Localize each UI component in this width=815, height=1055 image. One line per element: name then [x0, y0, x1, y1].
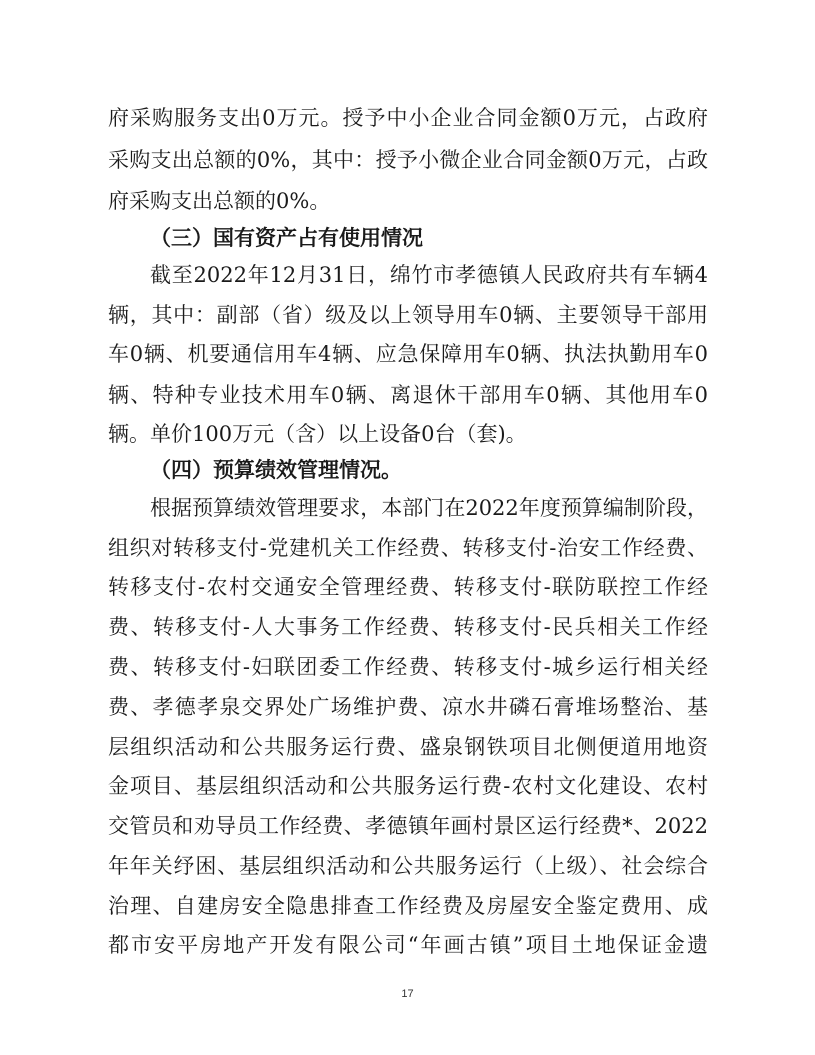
paragraph-line: 费、孝德孝泉交界处广场维护费、凉水井磷石膏堆场整治、基 [108, 695, 708, 719]
paragraph-line: 根据预算绩效管理要求，本部门在2022年度预算编制阶段， [150, 496, 708, 520]
paragraph-line: 转移支付-农村交通安全管理经费、转移支付-联防联控工作经 [108, 575, 708, 599]
paragraph-line: 府采购服务支出0万元。授予中小企业合同金额0万元，占政府 [108, 106, 708, 130]
paragraph-line: 府采购支出总额的0%。 [108, 189, 331, 213]
paragraph-line: 年年关纾困、基层组织活动和公共服务运行（上级）、社会综合 [108, 854, 708, 878]
paragraph-line: 采购支出总额的0%，其中：授予小微企业合同金额0万元，占政 [108, 148, 708, 172]
page-number: 17 [401, 988, 414, 1000]
section-heading-4: （四）预算绩效管理情况。 [150, 458, 402, 482]
paragraph-line: 费、转移支付-妇联团委工作经费、转移支付-城乡运行相关经 [108, 655, 708, 679]
paragraph-line: 治理、自建房安全隐患排查工作经费及房屋安全鉴定费用、成 [108, 894, 708, 918]
paragraph-line: 截至2022年12月31日，绵竹市孝德镇人民政府共有车辆4 [150, 263, 708, 287]
paragraph-line: 金项目、基层组织活动和公共服务运行费-农村文化建设、农村 [108, 774, 708, 798]
paragraph-line: 费、转移支付-人大事务工作经费、转移支付-民兵相关工作经 [108, 615, 708, 639]
paragraph-line: 层组织活动和公共服务运行费、盛泉钢铁项目北侧便道用地资 [108, 735, 708, 759]
paragraph-line: 车0辆、机要通信用车4辆、应急保障用车0辆、执法执勤用车0 [108, 342, 708, 366]
section-heading-3: （三）国有资产占有使用情况 [150, 226, 423, 250]
paragraph-line: 都市安平房地产开发有限公司“年画古镇”项目土地保证金遗 [108, 933, 708, 957]
paragraph-line: 辆，其中：副部（省）级及以上领导用车0辆、主要领导干部用 [108, 303, 708, 327]
paragraph-line: 交管员和劝导员工作经费、孝德镇年画村景区运行经费*、2022 [108, 814, 708, 838]
paragraph-line: 辆。单价100万元（含）以上设备0台（套)。 [108, 422, 527, 446]
paragraph-line: 组织对转移支付-党建机关工作经费、转移支付-治安工作经费、 [108, 536, 708, 560]
paragraph-line: 辆、特种专业技术用车0辆、离退休干部用车0辆、其他用车0 [108, 383, 708, 407]
